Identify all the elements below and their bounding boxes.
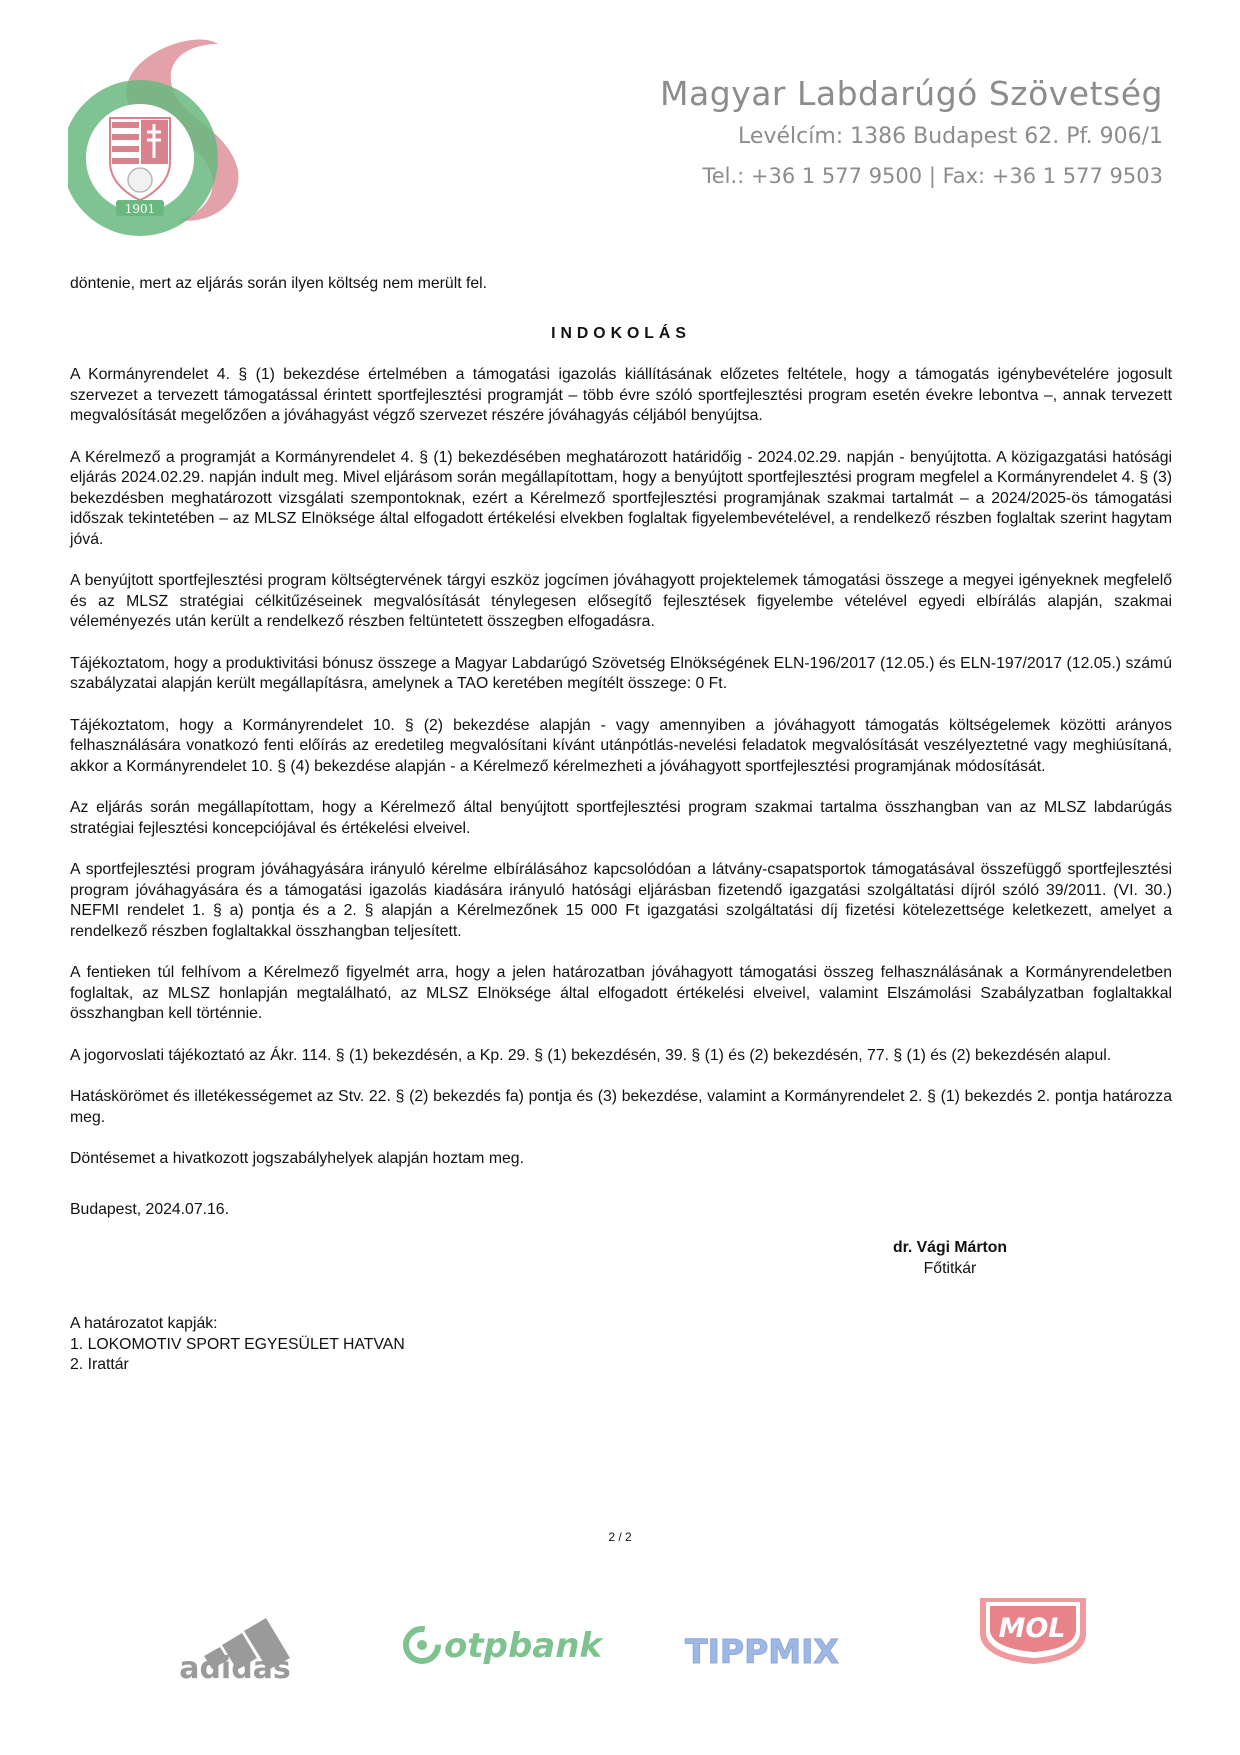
tippmix-wordmark: TIPPMIX — [685, 1632, 839, 1671]
paragraph: A fentieken túl felhívom a Kérelmező figyelmét arra, hogy a jelen határozatban jóváhagyott támogatási összeg felhasználásának a Kormányrendeletben foglaltak, az MLSZ honlapján megtalálható, az MLSZ Elnöksége által elfogadott értékelési elveivel, valamint Elszámolási Szabályzatban foglaltakkal összhangban kell történnie. — [70, 964, 1172, 1022]
adidas-wordmark: adidas — [179, 1651, 291, 1682]
organization-address: Levélcím: 1386 Budapest 62. Pf. 906/1 — [738, 124, 1163, 149]
place-date: Budapest, 2024.07.16. — [70, 1200, 229, 1218]
paragraph: Tájékoztatom, hogy a produktivitási bónusz összege a Magyar Labdarúgó Szövetség Elnökségének ELN-196/2017 (12.05.) és ELN-197/2017 (12.05.) számú szabályzatai alapján került megállapításra, amelynek a TAO keretében megítélt összege: 0 Ft. — [70, 654, 1172, 692]
mlsz-logo — [68, 30, 283, 240]
mol-wordmark: MOL — [998, 1613, 1066, 1644]
paragraph: Tájékoztatom, hogy a Kormányrendelet 10. § (2) bekezdése alapján - vagy amennyiben a jóváhagyott támogatás költségelemek közötti arányos felhasználására vonatkozó fenti előírás az eredetileg megvalósítani kívánt utánpótlás-nevelési feladatok megvalósítását veszélyeztetné vagy meghiúsítaná, akkor a Kormányrendelet 10. § (4) bekezdése alapján - a Kérelmező kérelmezheti a jóváhagyott sportfejlesztési programjának módosítását. — [70, 716, 1172, 775]
recipient-item: 2. Irattár — [70, 1356, 129, 1373]
mol-logo — [972, 1592, 1094, 1666]
recipients-heading: A határozatot kapják: — [70, 1315, 218, 1332]
paragraph: A benyújtott sportfejlesztési program költségtervének tárgyi eszköz jogcímen jóváhagyott projektelemek támogatási összege a megyei igényeknek megfelelő és az MLSZ stratégiai célkitűzéseinek megvalósítását ténylegesen elősegítő fejlesztések figyelembe vételével egyedi elbírálás alapján, szakmai véleményezés után került a rendelkező részben feltüntetett összegben elfogadásra. — [70, 572, 1172, 630]
signature-block — [850, 1238, 1050, 1279]
paragraph: Hatáskörömet és illetékességemet az Stv. 22. § (2) bekezdés fa) pontja és (3) bekezdése, valamint a Kormányrendelet 2. § (1) bekezdés 2. pontja határozza meg. — [70, 1088, 1172, 1126]
paragraph: A Kormányrendelet 4. § (1) bekezdése értelmében a támogatási igazolás kiállításának előzetes feltétele, hogy a támogatás igénybevételére jogosult szervezet a tervezett támogatással érintett sportfejlesztési programját – több évre szóló sportfejlesztési program esetén évekre lebontva –, annak tervezett megvalósítását megelőzően a jóváhagyást végző szervezet részére jóváhagyás céljából benyújtsa. — [70, 366, 1172, 424]
otpbank-wordmark: otpbank — [444, 1626, 603, 1666]
recipients-list — [70, 1314, 405, 1376]
organization-phone-fax: Tel.: +36 1 577 9500 | Fax: +36 1 577 9503 — [702, 164, 1163, 188]
lead-sentence: döntenie, mert az eljárás során ilyen költség nem merült fel. — [70, 275, 488, 292]
section-title: INDOKOLÁS — [551, 324, 691, 342]
paragraph: A jogorvoslati tájékoztató az Ákr. 114. § (1) bekezdésén, a Kp. 29. § (1) bekezdésén, 39. § (1) és (2) bekezdésén, 77. § (1) és (2) bekezdésén alapul. — [70, 1046, 1112, 1064]
adidas-logo — [170, 1600, 300, 1682]
signatory-role: Főtitkár — [923, 1259, 977, 1277]
otpbank-logo — [400, 1615, 605, 1675]
paragraph: A sportfejlesztési program jóváhagyására irányuló kérelme elbírálásához kapcsolódóan a látvány-csapatsportok támogatásával összefüggő sportfejlesztési program jóváhagyására és a támogatási igazolás kiadására irányuló hatósági eljárásban fizetendő igazgatási szolgáltatási díjról szóló 39/2011. (VI. 30.) NEFMI rendelet 1. § a) pontja és a 2. § alapján a Kérelmezőnek 15 000 Ft igazgatási szolgáltatási díj fizetési kötelezettsége keletkezett, amelyet a rendelkező részben foglaltakkal összhangban teljesített. — [70, 861, 1172, 940]
paragraph: A Kérelmező a programját a Kormányrendelet 4. § (1) bekezdésében meghatározott határidőig - 2024.02.29. napján - benyújtotta. A közigazgatási hatósági eljárás 2024.02.29. napján indult meg. Mivel eljárásom során megállapítottam, hogy a benyújtott sportfejlesztési program megfelel a Kormányrendelet 4. § (3) bekezdésben meghatározott vizsgálati szempontoknak, ezért a Kérelmező sportfejlesztési programjának szakmai tartalmát – a 2024/2025-ös támogatási időszak tekintetében – az MLSZ Elnöksége által elfogadott értékelési elvekben foglaltak figyelembevételével, a rendelkező részben foglaltak szerint hagytam jóvá. — [70, 448, 1172, 548]
tippmix-logo — [672, 1628, 852, 1672]
logo-year: 1901 — [124, 202, 156, 216]
signatory-name: dr. Vági Márton — [892, 1239, 1008, 1256]
recipient-item: 1. LOKOMOTIV SPORT EGYESÜLET HATVAN — [70, 1335, 405, 1353]
document-body — [70, 274, 1172, 1241]
organization-name: Magyar Labdarúgó Szövetség — [660, 74, 1163, 113]
page-number: 2 / 2 — [608, 1530, 632, 1544]
paragraph: Döntésemet a hivatkozott jogszabályhelyek alapján hoztam meg. — [70, 1150, 524, 1167]
paragraph: Az eljárás során megállapítottam, hogy a Kérelmező által benyújtott sportfejlesztési program szakmai tartalma összhangban van az MLSZ labdarúgás stratégiai fejlesztési koncepciójával és értékelési elveivel. — [70, 799, 1172, 837]
